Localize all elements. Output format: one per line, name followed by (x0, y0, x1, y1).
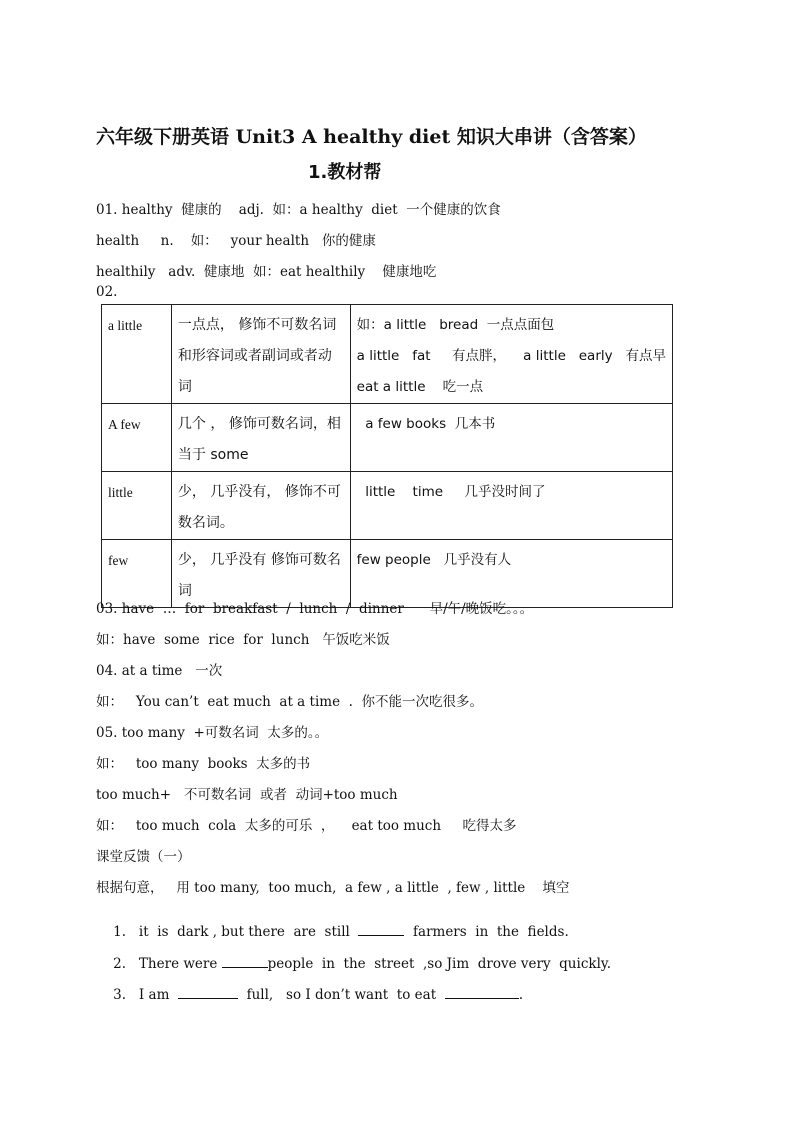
text-line-too-many: 05. too many +可数名词 太多的。。 (96, 725, 329, 741)
question-text: 3. I am (113, 987, 178, 1003)
text-line-example-books: 如： too many books 太多的书 (96, 756, 311, 772)
table-cell-meaning: 一点点， 修饰不可数名词和形容词或者副词或者动词 (171, 305, 350, 404)
text-line-at-a-time: 04. at a time 一次 (96, 663, 223, 679)
question-text: . (518, 987, 523, 1003)
table-cell-meaning: 几个 ， 修饰可数名词，相当于 some (171, 404, 350, 472)
table-row (102, 305, 673, 404)
question-text: full, so I don’t want to eat (237, 987, 445, 1003)
exercise-instruction: 根据句意， 用 too many, too much, a few , a little , few , little 填空 (96, 880, 570, 896)
table-cell-word: a little (102, 305, 172, 404)
table-cell-example: little time 几乎没时间了 (350, 472, 672, 540)
table-cell-meaning: 少， 几乎没有 修饰可数名词 (171, 540, 350, 608)
answer-blank[interactable] (358, 923, 404, 936)
document-title: 六年级下册英语 Unit3 A healthy diet 知识大串讲（含答案） (96, 126, 647, 148)
text-line-example-eat-much: 如： You can’t eat much at a time . 你不能一次吃很多。 (96, 694, 484, 710)
section-heading: 1.教材帮 (308, 162, 382, 183)
text-line-have-for: 03. have … for breakfast / lunch / dinner 早/午/晚饭吃。。。 (96, 601, 534, 617)
table-cell-word: A few (102, 404, 172, 472)
question-text: farmers in the fields. (404, 924, 569, 940)
table-cell-example: a few books 几本书 (350, 404, 672, 472)
table-cell-example: few people 几乎没有人 (350, 540, 672, 608)
answer-blank[interactable] (222, 955, 268, 968)
text-line-02: 02. (96, 284, 118, 300)
table-row (102, 404, 673, 472)
table-cell-meaning: 少， 几乎没有， 修饰不可数名词。 (171, 472, 350, 540)
text-line-healthy: 01. healthy 健康的 adj. 如：a healthy diet 一个健康的饮食 (96, 202, 501, 218)
table-row (102, 472, 673, 540)
vocab-table (101, 304, 673, 608)
table-cell-word: few (102, 540, 172, 608)
question-text: 1. it is dark , but there are still (113, 924, 359, 940)
text-line-too-much: too much+ 不可数名词 或者 动词+too much (96, 787, 398, 803)
question-text: people in the street ,so Jim drove very quickly. (267, 956, 612, 972)
exercise-heading: 课堂反馈（一） (96, 849, 191, 865)
exercise-question-3 (96, 970, 523, 1019)
text-line-example-lunch: 如：have some rice for lunch 午饭吃米饭 (96, 632, 390, 648)
table-cell-word: little (102, 472, 172, 540)
table-cell-example: 如：a little bread 一点点面包 a little fat 有点胖， a little early 有点早 eat a little 吃一点 (350, 305, 672, 404)
answer-blank[interactable] (445, 986, 519, 999)
text-line-example-cola: 如： too much cola 太多的可乐 ， eat too much 吃得太多 (96, 818, 517, 834)
answer-blank[interactable] (178, 986, 238, 999)
text-line-healthily: healthily adv. 健康地 如：eat healthily 健康地吃 (96, 264, 437, 280)
text-line-health: health n. 如： your health 你的健康 (96, 233, 376, 249)
question-text: 2. There were (113, 956, 222, 972)
